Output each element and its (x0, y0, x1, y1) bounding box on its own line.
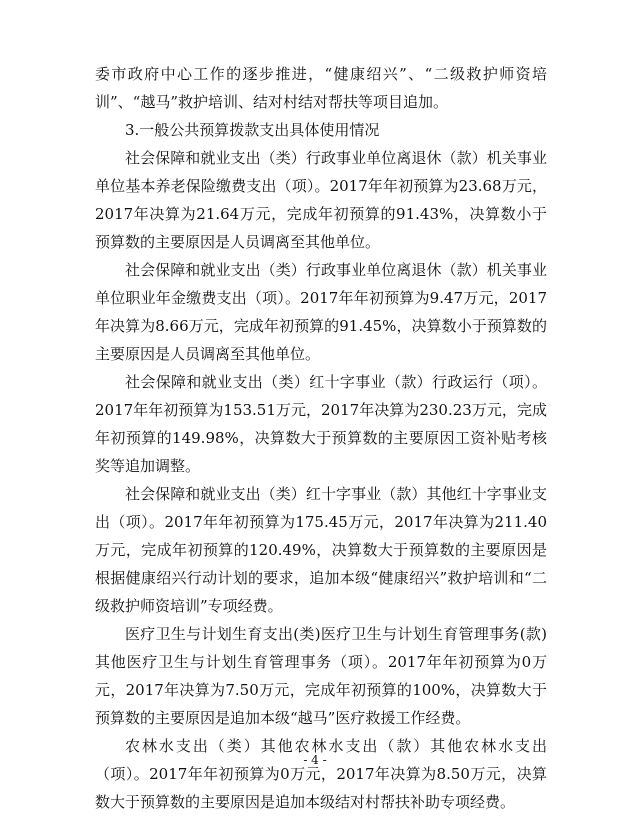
paragraph-continuation: 委市政府中心工作的逐步推进，“健康绍兴”、“二级救护师资培训”、“越马”救护培训、结对村结对帮扶等项目追加。 (95, 65, 547, 111)
page-number: - 4 - (303, 753, 327, 767)
paragraph-occupational-annuity: 社会保障和就业支出（类）行政事业单位离退休（款）机关事业单位职业年金缴费支出（项）。2017年年初预算为9.47万元，2017年决算为8.66万元，完成年初预算的91.45%，决算数小于预算数的主要原因是人员调离至其他单位。 (95, 261, 547, 363)
paragraph-red-cross-admin: 社会保障和就业支出（类）红十字事业（款）行政运行（项）。2017年年初预算为153.51万元，2017年决算为230.23万元，完成年初预算的149.98%，决算数大于预算数的主要原因工资补贴考核奖等追加调整。 (95, 373, 547, 475)
paragraph-agriculture: 农林水支出（类）其他农林水支出（款）其他农林水支出（项）。2017年年初预算为0万元，2017年决算为8.50万元，决算数大于预算数的主要原因是追加本级结对村帮扶补助专项经费。 (95, 737, 547, 811)
document-body (95, 60, 547, 816)
paragraph-red-cross-other: 社会保障和就业支出（类）红十字事业（款）其他红十字事业支出（项）。2017年年初预算为175.45万元，2017年决算为211.40万元，完成年初预算的120.49%，决算数大于预算数的主要原因是根据健康绍兴行动计划的要求，追加本级“健康绍兴”救护培训和“二级救护师资培训”专项经费。 (95, 485, 547, 615)
paragraph-health-management: 医疗卫生与计划生育支出(类)医疗卫生与计划生育管理事务(款)其他医疗卫生与计划生育管理事务（项）。2017年年初预算为0万元，2017年决算为7.50万元，完成年初预算的100%，决算数大于预算数的主要原因是追加本级“越马”医疗救援工作经费。 (95, 625, 547, 727)
section-heading: 3.一般公共预算拨款支出具体使用情况 (125, 121, 380, 139)
paragraph-pension-insurance: 社会保障和就业支出（类）行政事业单位离退休（款）机关事业单位基本养老保险缴费支出（项）。2017年年初预算为23.68万元，2017年决算为21.64万元，完成年初预算的91.43%，决算数小于预算数的主要原因是人员调离至其他单位。 (95, 149, 547, 251)
